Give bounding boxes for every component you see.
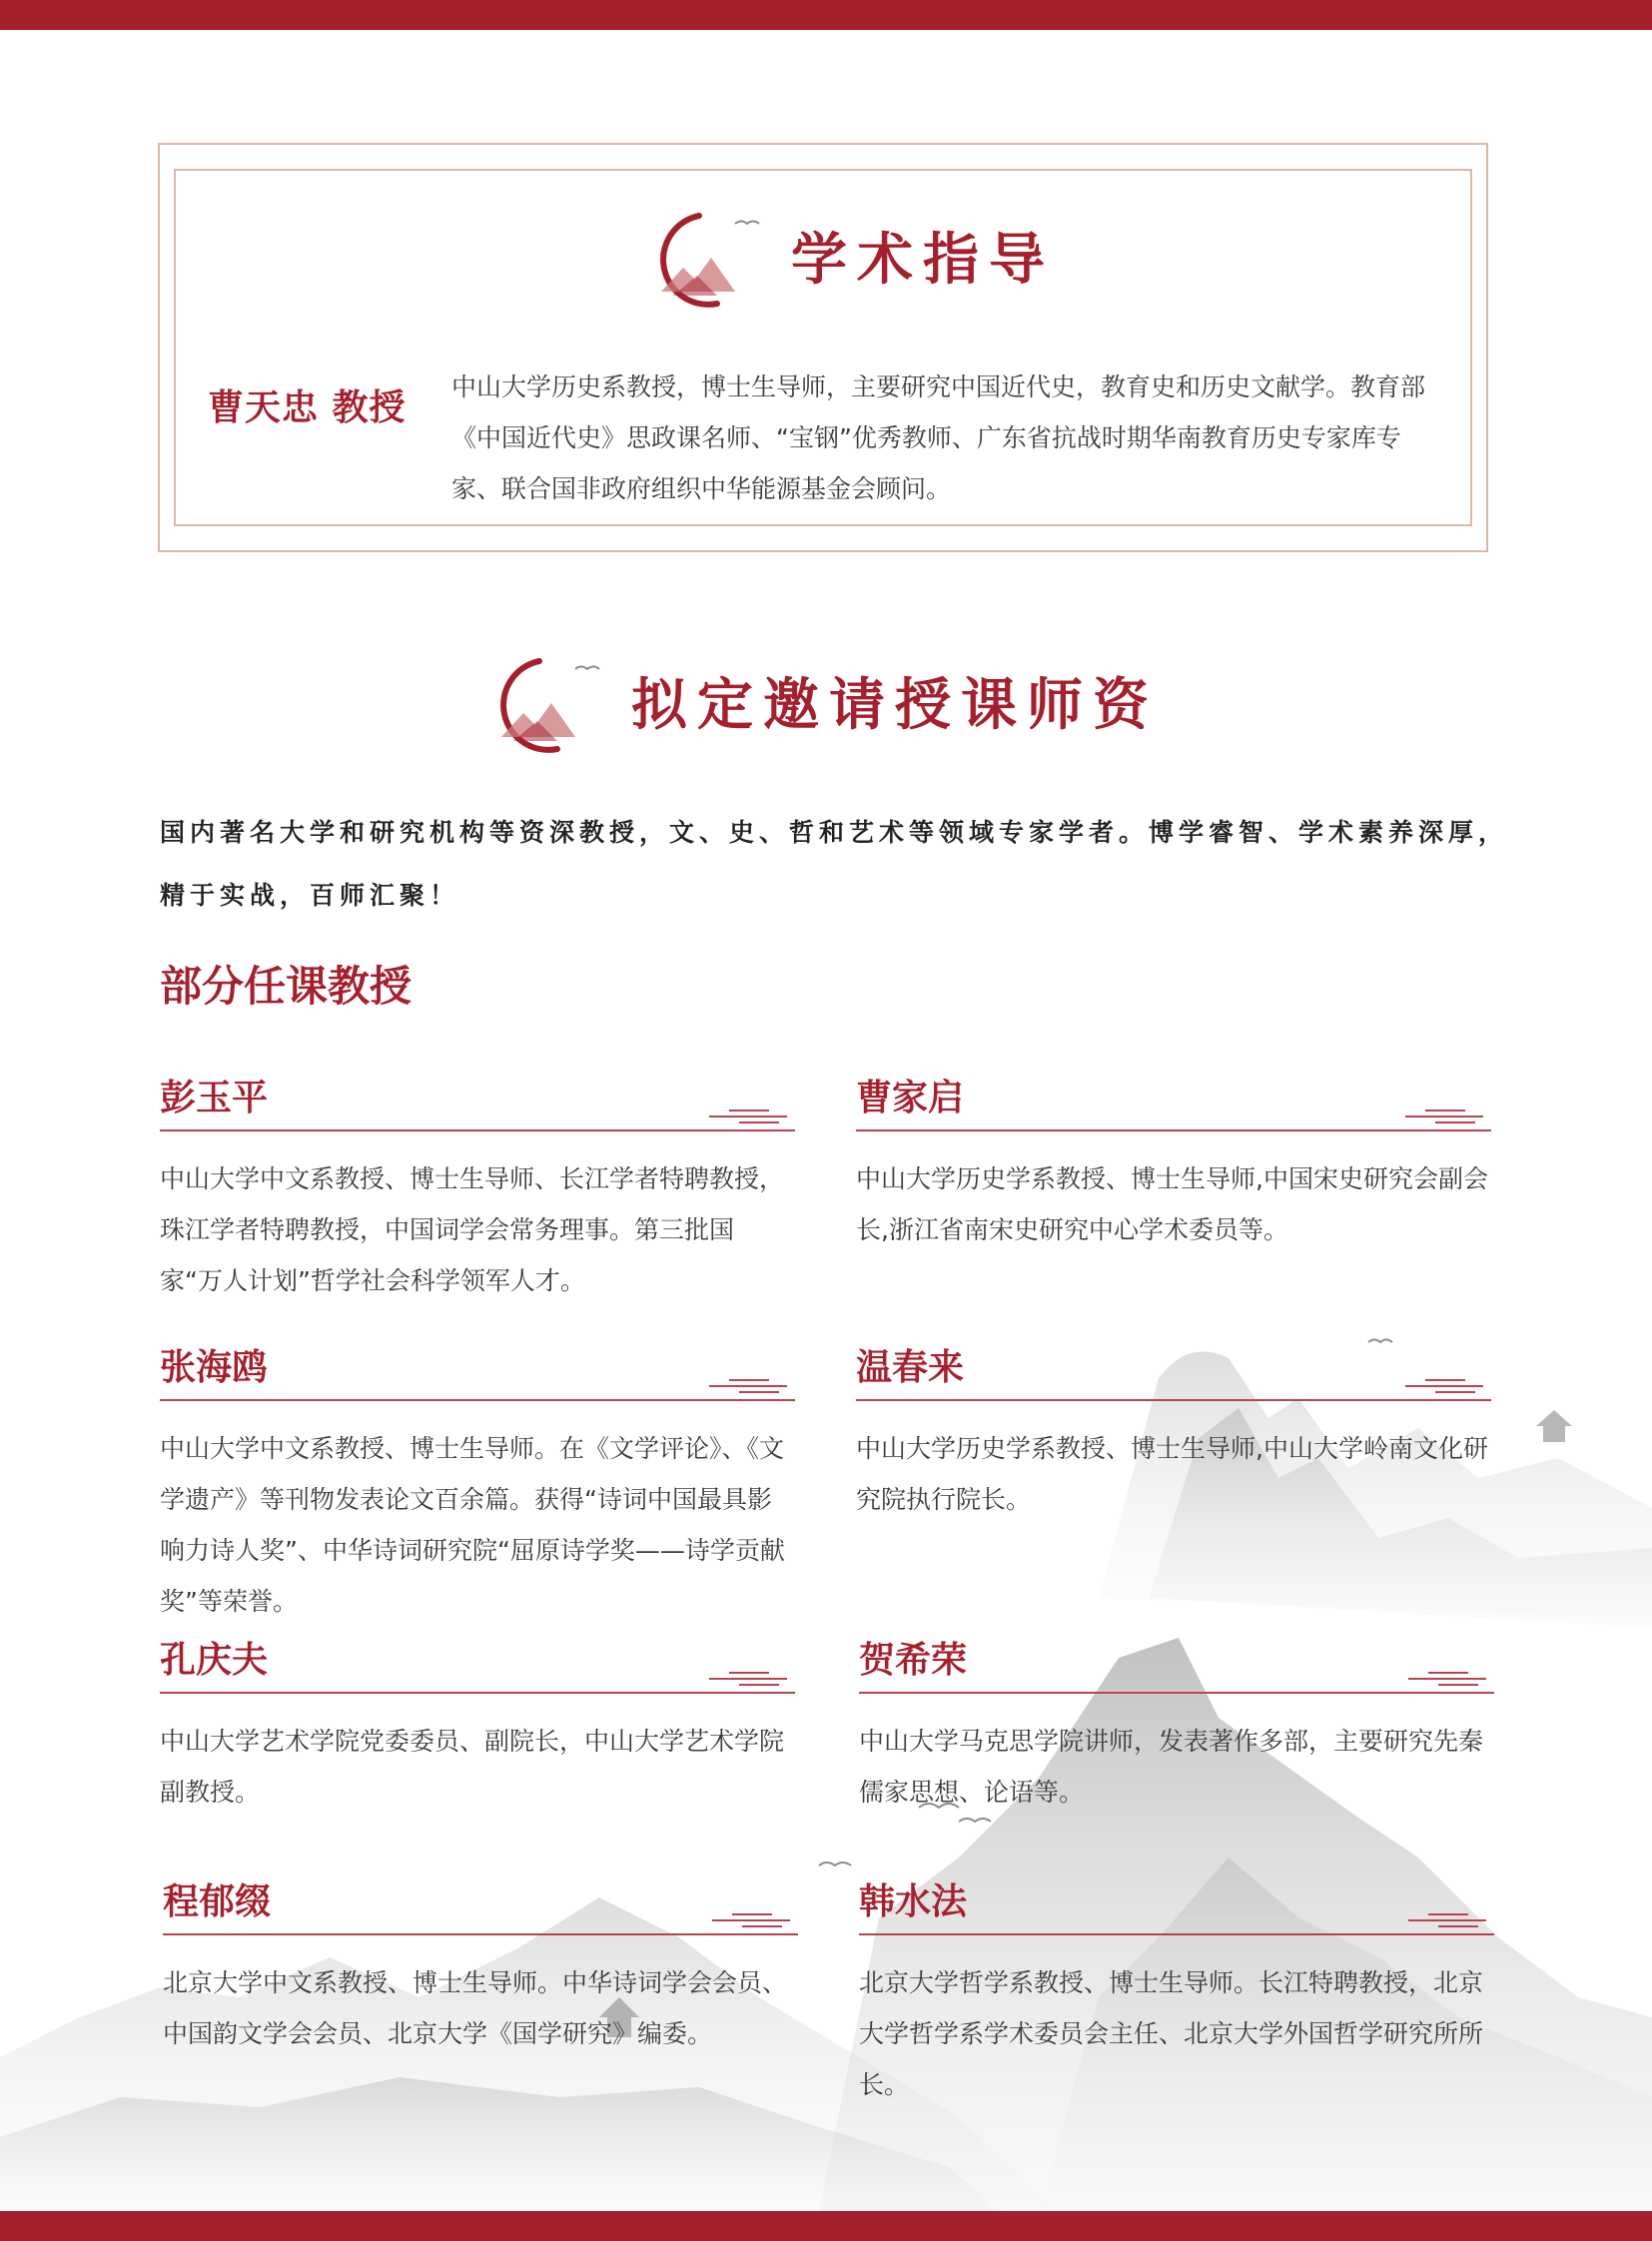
professor-card (163, 1877, 798, 2059)
professor-name: 孔庆夫 (160, 1640, 269, 1681)
advisor-name: 曹天忠 教授 (208, 387, 407, 428)
professor-divider (856, 1393, 1491, 1401)
professor-card (859, 1877, 1494, 2110)
cloud-ornament-icon (1408, 1910, 1488, 1930)
cloud-ornament-icon (1405, 1376, 1485, 1396)
professor-description: 中山大学中文系教授、博士生导师。在《文学评论》、《文学遗产》等刊物发表论文百余篇。获得“诗词中国最具影响力诗人奖”、中华诗词研究院“屈原诗学奖——诗学贡献奖”等荣誉。 (160, 1434, 785, 1616)
professor-card (160, 1074, 795, 1306)
professor-name: 张海鸥 (160, 1347, 269, 1388)
professor-description: 中山大学马克思学院讲师，发表著作多部，主要研究先秦儒家思想、论语等。 (859, 1727, 1484, 1807)
professor-divider (859, 1686, 1494, 1694)
cloud-ornament-icon (709, 1376, 789, 1396)
cloud-ornament-icon (1408, 1669, 1488, 1689)
professor-description: 北京大学中文系教授、博士生导师。中华诗词学会会员、中国韵文学会会员、北京大学《国学研究》编委。 (163, 1968, 788, 2048)
faculty-section-heading (479, 641, 1159, 761)
cloud-ornament-icon (1405, 1107, 1485, 1126)
advisor-section-title: 学术指导 (791, 227, 1055, 293)
professor-card (160, 1343, 795, 1627)
professor-divider (856, 1123, 1491, 1131)
professor-divider (163, 1927, 798, 1935)
professor-card (859, 1636, 1494, 1818)
advisor-description: 中山大学历史系教授，博士生导师，主要研究中国近代史，教育史和历史文献学。教育部《中国近代史》思政课名师、“宝钢”优秀教师、广东省抗战时期华南教育历史专家库专家、联合国非政府组织中华能源基金会顾问。 (451, 373, 1426, 503)
professor-card (856, 1074, 1491, 1255)
faculty-intro: 国内著名大学和研究机构等资深教授，文、史、哲和艺术等领域专家学者。博学睿智、学术素养深厚，精于实战，百师汇聚！ (160, 818, 1509, 910)
professor-description: 中山大学历史学系教授、博士生导师,中山大学岭南文化研究院执行院长。 (856, 1434, 1488, 1514)
professor-name: 彭玉平 (160, 1078, 269, 1119)
professor-name: 程郁缀 (163, 1881, 272, 1922)
professor-divider (160, 1686, 795, 1694)
professor-card (856, 1343, 1491, 1525)
cloud-ornament-icon (709, 1669, 789, 1689)
cloud-ornament-icon (709, 1107, 789, 1126)
professor-name: 韩水法 (859, 1881, 968, 1922)
sun-mountain-emblem-icon (639, 196, 769, 316)
sun-mountain-emblem-icon (479, 641, 609, 761)
professor-description: 中山大学历史学系教授、博士生导师,中国宋史研究会副会长,浙江省南宋史研究中心学术委员等。 (856, 1164, 1488, 1244)
professor-description: 中山大学中文系教授、博士生导师、长江学者特聘教授，珠江学者特聘教授，中国词学会常务理事。第三批国家“万人计划”哲学社会科学领军人才。 (160, 1164, 785, 1295)
bottom-red-bar (0, 2211, 1652, 2241)
professor-description: 北京大学哲学系教授、博士生导师。长江特聘教授，北京大学哲学系学术委员会主任、北京大学外国哲学研究所所长。 (859, 1968, 1484, 2099)
professor-name: 温春来 (856, 1347, 965, 1388)
faculty-section-title: 拟定邀请授课师资 (631, 672, 1159, 738)
top-red-bar (0, 0, 1652, 30)
cloud-ornament-icon (712, 1910, 792, 1930)
professor-divider (859, 1927, 1494, 1935)
advisor-section-heading (639, 196, 1055, 316)
faculty-subtitle: 部分任课教授 (160, 962, 413, 1011)
professor-name: 贺希荣 (859, 1640, 968, 1681)
professor-name: 曹家启 (856, 1078, 965, 1119)
professor-card (160, 1636, 795, 1818)
professor-divider (160, 1123, 795, 1131)
professor-divider (160, 1393, 795, 1401)
professor-description: 中山大学艺术学院党委委员、副院长，中山大学艺术学院副教授。 (160, 1727, 785, 1807)
